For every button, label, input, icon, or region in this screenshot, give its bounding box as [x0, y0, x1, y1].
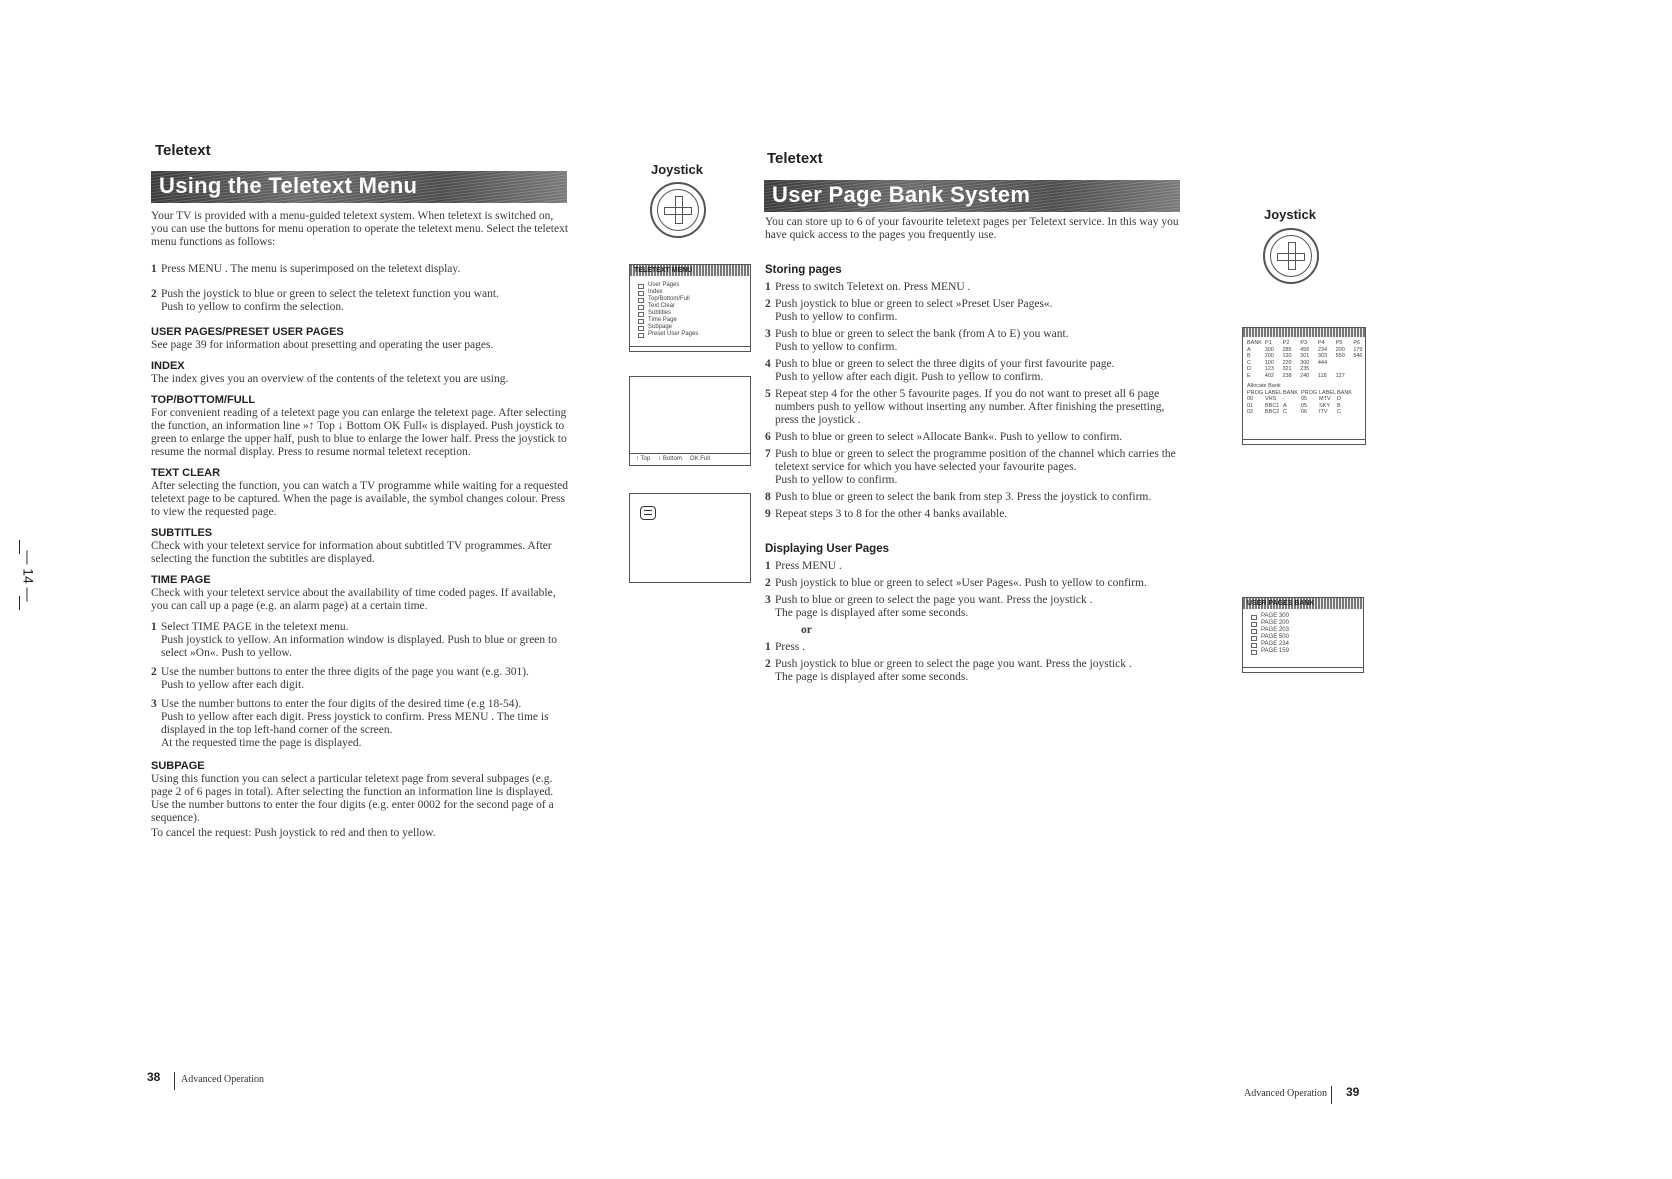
side-page-marker: — 14 — [13, 540, 27, 610]
user-page-item: PAGE 159 [1243, 648, 1363, 655]
store-step-8: 8 Push to blue or green to select the bank from step 3. Press the joystick to confirm. [765, 491, 1152, 503]
text-text-clear: After selecting the function, you can watch a TV programme while waiting for a requested teletext page to be captured. When the page is available, the symbol changes colour. Press to view the requested page. [151, 480, 568, 518]
menu-item: Subpage [630, 324, 750, 331]
store-step-1: 1 Press to switch Teletext on. Press MENU . [765, 281, 971, 293]
time-step-3: 3 Use the number buttons to enter the four digits of the desired time (e.g 18-54). Push to yellow after each digit. Press joystick to confirm. Press MENU . The time is displayed in the top left-hand corner of the screen. At the requested time the page is displayed. [151, 698, 549, 749]
bank-row: C 100 220 300 444 [1247, 359, 1328, 366]
bank-table [1243, 337, 1365, 416]
menu-item: Preset User Pages [630, 331, 750, 338]
heading-subpage: SUBPAGE [151, 760, 205, 772]
heading-time-page: TIME PAGE [151, 574, 211, 586]
menu-item: Subtitles [630, 310, 750, 317]
store-step-2: 2 Push joystick to blue or green to select »Preset User Pages«. Push to yellow to confirm. [765, 298, 1053, 323]
store-step-7: 7 Push to blue or green to select the programme position of the channel which carries the teletext service for which you have selected your favourite pages. Push to yellow to confirm. [765, 448, 1176, 486]
info-line: ↑ Top ↓ Bottom OK Full [630, 453, 750, 465]
joystick-label-1: Joystick [650, 162, 704, 177]
right-page-number: 39 [1346, 1085, 1360, 1099]
teletext-symbol-icon [640, 506, 656, 520]
heading-user-pages: USER PAGES/PRESET USER PAGES [151, 326, 344, 338]
left-step-1: 1 Press MENU . The menu is superimposed on the teletext display. [151, 263, 461, 275]
alloc-header-row: PROG LABEL BANK PROG LABEL BANK [1247, 389, 1352, 396]
heading-storing-pages: Storing pages [765, 264, 842, 276]
left-body [151, 210, 571, 850]
joystick-label-2: Joystick [1263, 207, 1317, 222]
alt-step-2: 2 Push joystick to blue or green to select the page you want. Press the joystick . The page is displayed after some seconds. [765, 658, 1132, 683]
menu-item: User Pages [630, 282, 750, 289]
text-subtitles: Check with your teletext service for information about subtitled TV programmes. After selecting the function the subtitles are displayed. [151, 540, 552, 565]
right-banner: User Page Bank System [764, 180, 1180, 212]
right-footer-divider [1331, 1086, 1332, 1104]
preset-user-pages-screen [1242, 327, 1366, 445]
teletext-menu-list [630, 276, 750, 338]
heading-top-bottom-full: TOP/BOTTOM/FULL [151, 394, 256, 406]
teletext-menu-title: TELETEXT MENU [630, 265, 750, 276]
text-subpage: Using this function you can select a particular teletext page from several subpages (e.g. page 2 of 6 pages in total). After selecting the function an information line is displayed. Use the number buttons to enter the four digits (e.g. enter 0002 for the second page of a sequence). [151, 773, 554, 824]
left-footer-divider [174, 1072, 175, 1090]
alloc-row: 02 BBC2 C 06 ITV C [1247, 409, 1341, 415]
heading-displaying-user-pages: Displaying User Pages [765, 543, 889, 555]
user-pages-bank-screen [1242, 597, 1364, 673]
text-clear-screen [629, 493, 751, 583]
menu-item: Top/Bottom/Full [630, 296, 750, 303]
display-step-1: 1 Press MENU . [765, 560, 842, 572]
left-banner: Using the Teletext Menu [151, 171, 567, 203]
time-step-2: 2 Use the number buttons to enter the three digits of the page you want (e.g. 301). Push to yellow after each digit. [151, 666, 529, 691]
store-step-4: 4 Push to blue or green to select the three digits of your first favourite page. Push to yellow after each digit. Push to yellow to confirm. [765, 358, 1115, 383]
bank-header-row: BANK P1 P2 P3 P4 P5 P6 [1247, 340, 1361, 346]
user-page-item: PAGE 234 [1243, 641, 1363, 648]
text-user-pages: See page 39 for information about presetting and operating the user pages. [151, 339, 494, 351]
teletext-menu-screen [629, 264, 751, 352]
store-step-5: 5 Repeat step 4 for the other 5 favourite pages. If you do not want to preset all 6 page numbers push to yellow without inserting any number. After finishing the presetting, press the joystick . [765, 388, 1165, 426]
bank-row: A 300 285 456 234 200 179 [1247, 346, 1363, 353]
user-page-item: PAGE 500 [1243, 634, 1363, 641]
text-top-bottom-full: For convenient reading of a teletext page you can enlarge the teletext page. After selecting the function, an information line »↑ Top ↓ Bottom OK Full« is displayed. Push joystick to green to enlarge the upper half, push to blue to enlarge the lower half. Press the joystick to resume the normal display. Press to resume normal teletext reception. [151, 407, 567, 458]
right-footer-label: Advanced Operation [1244, 1088, 1328, 1099]
store-step-6: 6 Push to blue or green to select »Allocate Bank«. Push to yellow to confirm. [765, 431, 1123, 443]
text-time-page: Check with your teletext service about the availability of time coded pages. If available, you can call up a page (e.g. an alarm page) at a certain time. [151, 587, 556, 612]
alloc-row: 00 VHS - 05 MTV D [1247, 396, 1341, 402]
store-step-3: 3 Push to blue or green to select the bank (from A to E) you want. Push to yellow to confirm. [765, 328, 1069, 353]
display-step-3: 3 Push to blue or green to select the page you want. Press the joystick . The page is displayed after some seconds. [765, 594, 1093, 619]
user-page-item: PAGE 300 [1243, 613, 1363, 620]
alloc-row: 01 BBC1 A 05 SKY B [1247, 402, 1341, 409]
alt-step-1: 1 Press . [765, 641, 806, 653]
bank-row: E 402 238 240 118 127 [1247, 372, 1345, 379]
store-step-9: 9 Repeat steps 3 to 8 for the other 4 banks available. [765, 508, 1008, 520]
menu-item: Time Page [630, 317, 750, 324]
left-intro: Your TV is provided with a menu-guided teletext system. When teletext is switched on, you can use the buttons for menu operation to operate the teletext menu. Select the teletext menu functions as follows: [151, 210, 569, 248]
right-section-title: Teletext [767, 150, 823, 167]
left-page-number: 38 [147, 1070, 161, 1084]
menu-item: Text Clear [630, 303, 750, 310]
text-subpage-cancel: To cancel the request: Push joystick to red and then to yellow. [151, 827, 436, 839]
user-page-item: PAGE 200 [1243, 620, 1363, 627]
user-page-item: PAGE 203 [1243, 627, 1363, 634]
or-label: or [801, 624, 812, 636]
menu-item: Index [630, 289, 750, 296]
heading-text-clear: TEXT CLEAR [151, 467, 221, 479]
allocate-bank-label: Allocate Bank [1247, 383, 1281, 389]
left-footer-label: Advanced Operation [181, 1074, 265, 1085]
left-section-title: Teletext [155, 142, 211, 159]
time-step-1: 1 Select TIME PAGE in the teletext menu. Push joystick to yellow. An information window is displayed. Push to blue or green to select »On«. Push to yellow. [151, 621, 557, 659]
heading-subtitles: SUBTITLES [151, 527, 213, 539]
user-pages-bank-title: USER PAGES BANK [1243, 598, 1363, 609]
user-pages-list [1243, 609, 1363, 655]
bank-row: D 123 321 235 [1247, 366, 1310, 372]
joystick-icon [1263, 228, 1319, 284]
text-index: The index gives you an overview of the contents of the teletext you are using. [151, 373, 509, 385]
display-step-2: 2 Push joystick to blue or green to select »User Pages«. Push to yellow to confirm. [765, 577, 1147, 589]
heading-index: INDEX [151, 360, 185, 372]
joystick-icon [650, 182, 706, 238]
left-step-2: 2 Push the joystick to blue or green to select the teletext function you want. Push to yellow to confirm the selection. [151, 288, 499, 313]
bank-row: B 200 120 301 303 550 546 [1247, 353, 1363, 359]
right-intro: You can store up to 6 of your favourite teletext pages per Teletext service. In this way you have quick access to the pages you frequently use. [765, 216, 1179, 241]
top-bottom-full-screen [629, 376, 751, 466]
right-body [765, 216, 1185, 688]
